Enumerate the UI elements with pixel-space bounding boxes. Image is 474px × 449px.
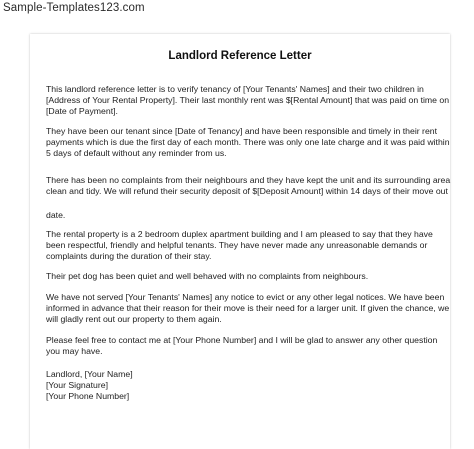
paragraph-line: been respectful, friendly and helpful tenants. They have never made any unreasonable demands or bbox=[46, 240, 428, 250]
paragraph-line: payments which is due the first day of each month. There was only one late charge and it was paid within bbox=[46, 137, 450, 147]
paragraph-line: date. bbox=[46, 210, 66, 220]
signature-line: Landlord, [Your Name] bbox=[46, 369, 133, 379]
paragraph-line: Please feel free to contact me at [Your Phone Number] and I will be glad to answer any other question bbox=[46, 335, 438, 345]
paragraph-line: [Date of Payment]. bbox=[46, 106, 118, 116]
paragraph-line: They have been our tenant since [Date of Tenancy] and have been responsible and timely in their rent bbox=[46, 126, 438, 136]
paragraph-line: 5 days of default without any reminder from us. bbox=[46, 148, 227, 158]
paragraph-line: There has been no complaints from their neighbours and they have kept the unit and its surrounding area bbox=[46, 175, 451, 185]
letter-title: Landlord Reference Letter bbox=[168, 50, 312, 62]
signature-line: [Your Signature] bbox=[46, 380, 108, 390]
paragraph-line: complaints during the duration of their stay. bbox=[46, 251, 212, 261]
paragraph-line: informed in advance that their reason for their move is their need for a larger unit. If given the chance, we bbox=[46, 303, 450, 313]
paragraph-line: This landlord reference letter is to verify tenancy of [Your Tenants' Names] and their two children in bbox=[46, 84, 424, 94]
paragraph-line: will gladly rent out our property to them again. bbox=[46, 314, 222, 324]
letter-page bbox=[30, 34, 450, 449]
paragraph-line: Their pet dog has been quiet and well behaved with no complaints from neighbours. bbox=[46, 271, 369, 281]
paragraph-line: clean and tidy. We will refund their security deposit of $[Deposit Amount] within 14 days of their move out bbox=[46, 186, 448, 196]
paragraph-line: We have not served [Your Tenants' Names] any notice to evict or any other legal notices. We have been bbox=[46, 292, 445, 302]
site-watermark: Sample-Templates123.com bbox=[3, 2, 145, 14]
paragraph-line: you may have. bbox=[46, 346, 103, 356]
paragraph-line: [Address of Your Rental Property]. Their last monthly rent was $[Rental Amount] that was paid on time on bbox=[46, 95, 450, 105]
signature-line: [Your Phone Number] bbox=[46, 391, 130, 401]
paragraph-line: The rental property is a 2 bedroom duplex apartment building and I am pleased to say that they have bbox=[46, 229, 433, 239]
